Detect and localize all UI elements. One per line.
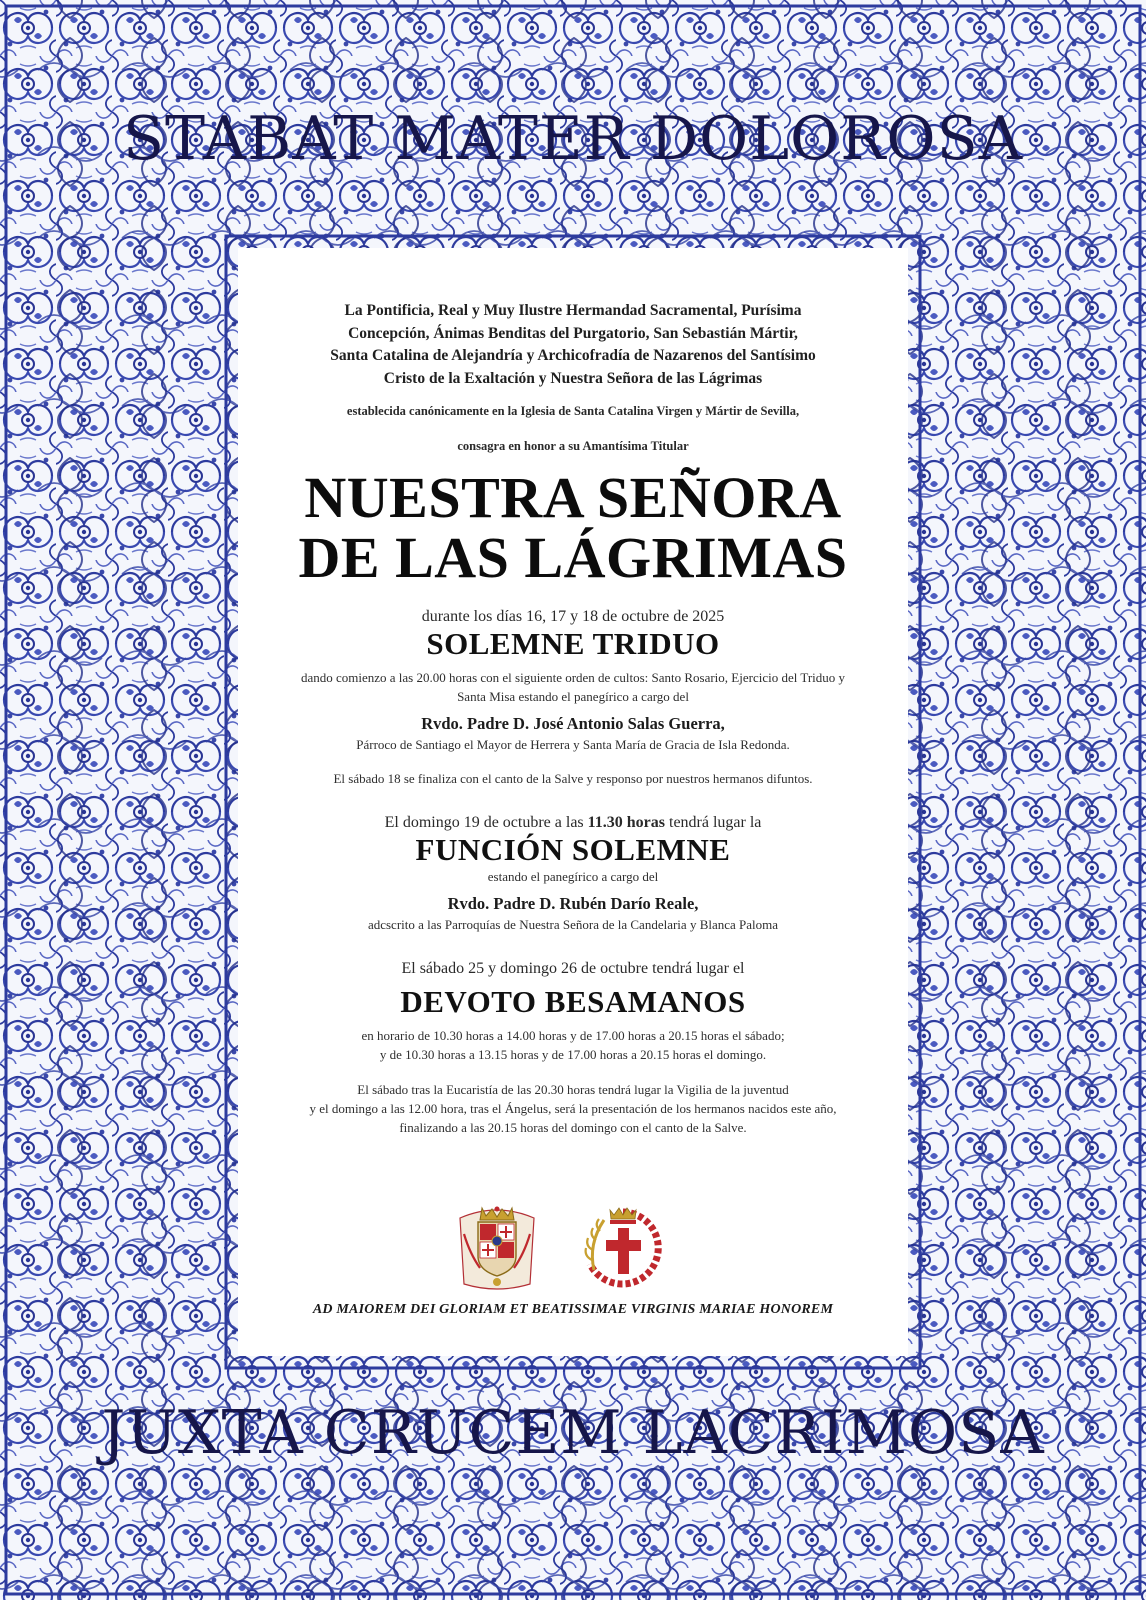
triduo-order-line: Santa Misa estando el panegírico a cargo del bbox=[457, 689, 689, 704]
besamanos-hours-line: y de 10.30 horas a 13.15 horas y de 17.00 horas a 20.15 horas el domingo. bbox=[379, 1047, 767, 1062]
bottom-banner-text: JUXTA CRUCEM LACRIMOSA bbox=[101, 1398, 1045, 1468]
besamanos-hours-line: en horario de 10.30 horas a 14.00 horas y de 17.00 horas a 20.15 horas el sábado; bbox=[361, 1028, 785, 1043]
triduo-dates: durante los días 16, 17 y 18 de octubre de 2025 bbox=[421, 608, 725, 625]
titular-title bbox=[238, 465, 908, 590]
content bbox=[238, 300, 908, 1137]
hermandad-line: Concepción, Ánimas Benditas del Purgatorio, San Sebastián Mártir, bbox=[348, 324, 798, 342]
red-cross-emblem-icon bbox=[580, 1204, 666, 1290]
funcion-heading: FUNCIÓN SOLEMNE bbox=[415, 832, 731, 867]
funcion-preacher-role: adcscrito a las Parroquías de Nuestra Señora de la Candelaria y Blanca Paloma bbox=[367, 917, 779, 932]
triduo-heading: SOLEMNE TRIDUO bbox=[426, 626, 720, 661]
besamanos-heading: DEVOTO BESAMANOS bbox=[400, 984, 746, 1019]
funcion-intro-before: El domingo 19 de octubre a las bbox=[384, 814, 588, 831]
titular-line: DE LAS LÁGRIMAS bbox=[298, 525, 848, 590]
triduo-preacher-role: Párroco de Santiago el Mayor de Herrera y Santa María de Gracia de Isla Redonda. bbox=[356, 737, 790, 752]
besamanos-intro: El sábado 25 y domingo 26 de octubre tendrá lugar el bbox=[401, 960, 745, 977]
funcion-intro-time: 11.30 horas bbox=[587, 814, 665, 831]
hermandad-name bbox=[238, 300, 908, 390]
establecida-text: establecida canónicamente en la Iglesia de Santa Catalina Virgen y Mártir de Sevilla, bbox=[346, 404, 800, 418]
funcion-intro-after: tendrá lugar la bbox=[665, 814, 762, 831]
triduo-order-line: dando comienzo a las 20.00 horas con el siguiente orden de cultos: Santo Rosario, Ejercicio del Triduo y bbox=[300, 670, 846, 685]
titular-line: NUESTRA SEÑORA bbox=[304, 465, 842, 530]
royal-coat-of-arms-icon bbox=[456, 1204, 538, 1290]
besamanos-note-line: finalizando a las 20.15 horas del domingo con el canto de la Salve. bbox=[399, 1120, 747, 1135]
besamanos-note-line: y el domingo a las 12.00 hora, tras el Ángelus, será la presentación de los hermanos nacidos este año, bbox=[309, 1101, 837, 1116]
triduo-salve-note: El sábado 18 se finaliza con el canto de la Salve y responso por nuestros hermanos difuntos. bbox=[333, 771, 813, 786]
triduo-preacher: Rvdo. Padre D. José Antonio Salas Guerra, bbox=[421, 714, 725, 733]
besamanos-note-line: El sábado tras la Eucaristía de las 20.30 horas tendrá lugar la Vigilia de la juventud bbox=[357, 1082, 789, 1097]
motto: AD MAIOREM DEI GLORIAM ET BEATISSIMAE VIRGINIS MARIAE HONOREM bbox=[312, 1302, 834, 1317]
funcion-preacher: Rvdo. Padre D. Rubén Darío Reale, bbox=[447, 894, 699, 913]
consagra-text: consagra en honor a su Amantísima Titular bbox=[457, 439, 689, 453]
emblems bbox=[238, 1204, 908, 1294]
funcion-intro bbox=[238, 814, 908, 832]
hermandad-line: Cristo de la Exaltación y Nuestra Señora de las Lágrimas bbox=[383, 369, 763, 387]
top-banner-text: STABAT MATER DOLOROSA bbox=[122, 104, 1024, 174]
hermandad-line: Santa Catalina de Alejandría y Archicofradía de Nazarenos del Santísimo bbox=[330, 347, 816, 364]
hermandad-line: La Pontificia, Real y Muy Ilustre Hermandad Sacramental, Purísima bbox=[344, 302, 802, 319]
funcion-panegirico: estando el panegírico a cargo del bbox=[487, 869, 659, 884]
